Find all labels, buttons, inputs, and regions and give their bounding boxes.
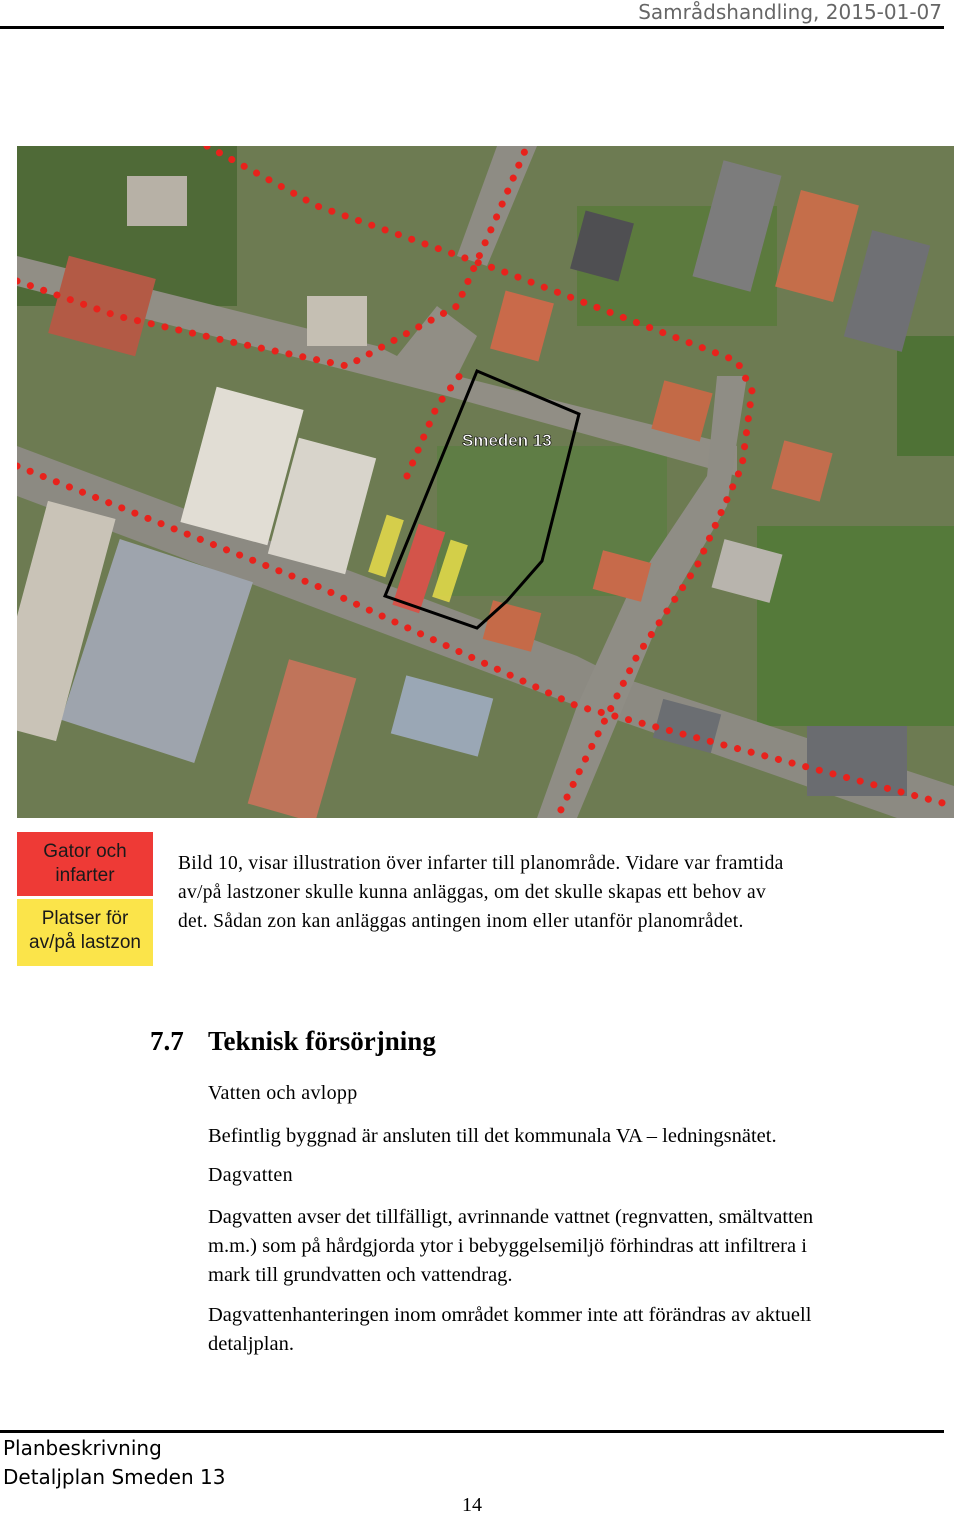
- caption-line: av/på lastzoner skulle kunna anläggas, om det skulle skapas ett behov av: [178, 882, 767, 903]
- aerial-map-svg: [17, 146, 954, 818]
- footer-doc-type: Planbeskrivning: [3, 1436, 162, 1460]
- header-rule: [0, 26, 944, 29]
- paragraph-line: Dagvattenhanteringen inom området kommer inte att förändras av aktuell: [208, 1304, 812, 1326]
- paragraph-line: Dagvatten avser det tillfälligt, avrinnande vattnet (regnvatten, smältvatten: [208, 1206, 814, 1228]
- paragraph-line: detaljplan.: [208, 1333, 294, 1355]
- paragraph-water: Befintlig byggnad är ansluten till det kommunala VA – ledningsnätet.: [208, 1125, 777, 1147]
- legend-loading-zone: [17, 899, 153, 966]
- paragraph-line: m.m.) som på hårdgjorda ytor i bebyggelsemiljö förhindras att infiltrera i: [208, 1235, 807, 1257]
- page-number: 14: [462, 1494, 482, 1516]
- caption-line: Bild 10, visar illustration över infarter till planområde. Vidare var framtida: [178, 853, 784, 874]
- map-plot-label: Smeden 13: [462, 431, 552, 450]
- legend-streets: [17, 832, 153, 896]
- subheading-stormwater: Dagvatten: [208, 1164, 293, 1186]
- footer-plan-name: Detaljplan Smeden 13: [3, 1465, 226, 1489]
- legend-loading-label-1: Platser för: [41, 908, 129, 929]
- legend-streets-label-2: infarter: [55, 865, 115, 886]
- document-status: Samrådshandling, 2015-01-07: [638, 0, 942, 24]
- section-title: Teknisk försörjning: [208, 1026, 436, 1056]
- legend-streets-label-1: Gator och: [43, 841, 127, 862]
- legend-loading-label-2: av/på lastzon: [29, 932, 141, 953]
- subheading-water: Vatten och avlopp: [208, 1082, 358, 1104]
- paragraph-stormwater-management: [208, 1301, 948, 1359]
- map-legend: [17, 832, 153, 966]
- caption-line: det. Sådan zon kan anläggas antingen inom eller utanför planområdet.: [178, 911, 744, 932]
- paragraph-stormwater: [208, 1203, 948, 1290]
- section-number: 7.7: [150, 1026, 184, 1056]
- aerial-map-image: [17, 146, 954, 818]
- paragraph-line: mark till grundvatten och vattendrag.: [208, 1264, 513, 1286]
- figure-caption: [178, 849, 938, 936]
- footer-rule: [0, 1430, 944, 1433]
